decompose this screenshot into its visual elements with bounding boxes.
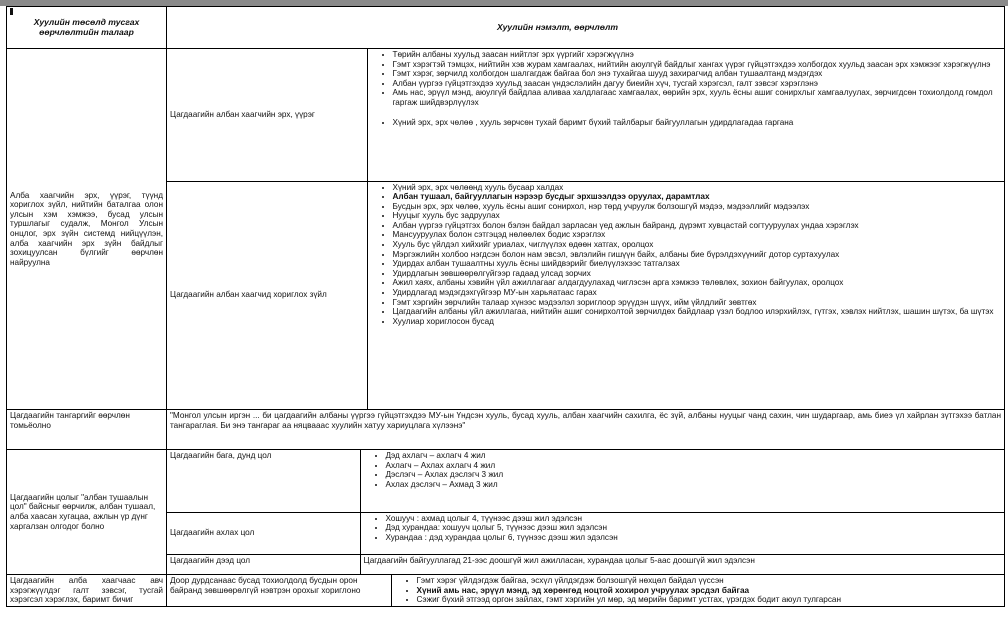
list-item: • Төрийн албаны хуульд заасан нийтлэг эрх үүргийг хэрэгжүүлнэ: [393, 50, 1002, 60]
list-item: • Албан тушаал, байгууллагын нэрээр бусдыг эрхшээлдээ оруулах, дарамтлах: [393, 192, 1002, 202]
subrow-junior-rank-label: Цагдаагийн бага, дунд цол: [167, 450, 360, 512]
list-item: • Гэмт хэрэг, зөрчилд холбогдон шалгагдаж байгаа бол энэ тухайгаа шууд захирагчид албан тушаалтанд мэдэгдэх: [393, 69, 1002, 79]
row-ranks-topic: Цагдаагийн цолыг "албан тушаалын цол" байсныг өөрчилж, албан тушаал, алба хаасан хугацаа, ажлын үр дүнг харгалзан олгодог болно: [7, 450, 167, 575]
subrow-junior-rank-content: [360, 450, 1004, 512]
subrow-entry-content: [391, 575, 1004, 606]
list-item: • Мэргэжлийн холбоо нэгдсэн болон нам эвсэл, эвлэлийн гишүүн байх, албаны бие бүрэлдэхүүнийг дотор суртахуулах: [393, 250, 1002, 260]
list-item: • Ажил хаях, албаны хэвийн үйл ажиллагааг алдагдуулахад чиглэсэн арга хэмжээ төлөвлөх, зохион байгуулах, оролцох: [393, 278, 1002, 288]
subrow-senior-rank-content: [360, 512, 1004, 554]
list-item: • Хүний амь нас, эрүүл мэнд, эд хөрөнгөд ноцтой хохирол учруулах эрсдэл байгаа: [417, 586, 1002, 596]
list-item: • Гэмт хэргийн зөрчлийн талаар хүнээс мэдээлэл зориглоор эрүүдэн шүүх, ийм үйлдлийг зөвтгөх: [393, 298, 1002, 308]
amendment-table: [6, 6, 1005, 607]
list-item: • Дэслэгч – Ахлах дэслэгч 3 жил: [386, 470, 1002, 480]
row-rights-duties-topic: Алба хаагчийн эрх, үүрэг, түүнд хориглох зүйл, нийтийн баталгаа олон улсын хэм хэмжээ, бусад улсын туршлагыг судалж, Монгол Улсын онцлог, эрх зүйн системд нийцүүлэн, алба хаагчийн эрх зүйн байдлыг зохицуулсан бүлгийг өөрчлөн найруулна: [7, 49, 167, 410]
row-oath: [7, 410, 1005, 450]
row-ranks: [7, 450, 1005, 575]
row-rights-duties: [7, 49, 1005, 410]
list-item: • Албан үүргээ гүйцэтгэх болон бэлэн байдал зарласан үед ажлын байранд, дүрэмт хувцастай согтууруулах ундаа хэрэглэх: [393, 221, 1002, 231]
subrow-top-rank-content: Цагдаагийн байгууллагад 21-ээс доошгүй жил ажилласан, хурандаа цолыг 5-аас доошгүй жил эдэлсэн: [360, 554, 1004, 574]
subrow-senior-rank-label: Цагдаагийн ахлах цол: [167, 512, 360, 554]
list-item: • Мансууруулах болон сэтгэцэд нөлөөлөх бодис хэрэглэх: [393, 230, 1002, 240]
list-item: • Сэжиг бүхий этгээд оргон зайлах, гэмт хэргийн ул мөр, эд мөрийн баримт устгах, үрэгдэх бодит аюул тулгарсан: [417, 595, 1002, 605]
rights-list: [371, 50, 1002, 127]
subrow-prohibitions-content: [367, 181, 1004, 409]
header-cell-amendment: Хуулийн нэмэлт, өөрчлөлт: [167, 7, 1005, 49]
list-item: • Хуулиар хориглосон бусад: [393, 317, 1002, 327]
row-oath-topic: Цагдаагийн тангаргийг өөрчлөн томьёолно: [7, 410, 167, 450]
list-item: • Гэмт хэрэг үйлдэгдэж байгаа, эсхүл үйлдэгдэж болзошгүй нөхцөл байдал үүссэн: [417, 576, 1002, 586]
list-item: • Хурандаа : дэд хурандаа цолыг 6, түүнээс дээш жил эдэлсэн: [386, 533, 1002, 543]
list-item: • Гэмт хэрэгтэй тэмцэх, нийтийн хэв журам хамгаалах, нийтийн аюулгүй байдлыг хангах үүрэг гүйцэтгэхдээ холбогдох хуульд заасан эрх хэмжээг хэрэгжүүлнэ: [393, 60, 1002, 70]
subrow-prohibitions-label: Цагдаагийн албан хаагчид хориглох зүйл: [167, 181, 367, 409]
row-entry: [7, 575, 1005, 607]
list-item: • Дэд хурандаа: хошууч цолыг 5, түүнээс дээш жил эдэлсэн: [386, 523, 1002, 533]
row-entry-topic: Цагдаагийн алба хаагчаас авч хэрэгжүүлдэг галт зэвсэг, тусгай хэрэгсэл хэрэглэх, баримт бичиг: [7, 575, 167, 607]
header-cell-topic: Хуулийн төсөлд тусгах өөрчлөлтийн талаар: [7, 7, 167, 49]
junior-rank-list: [364, 451, 1002, 489]
subrow-rights-content: [367, 49, 1004, 181]
list-item: • Удирдах албан тушаалтны хууль ёсны шийдвэрийг биелүүлэхээс татгалзах: [393, 259, 1002, 269]
subrow-rights-label: Цагдаагийн албан хаагчийн эрх, үүрэг: [167, 49, 367, 181]
list-item: • Хошууч : ахмад цолыг 4, түүнээс дээш жил эдэлсэн: [386, 514, 1002, 524]
list-item: • Ахлах дэслэгч – Ахмад 3 жил: [386, 480, 1002, 490]
row-oath-content: "Монгол улсын иргэн ... би цагдаагийн албаны үүргээ гүйцэтгэхдээ МУ-ын Үндсэн хууль, бусад хууль, албан хаагчийн сахилга, ёс зүй, албаны нууцыг чанд сахин, чин шударгаар, амь биеэ үл хайрлан зүтгэхээ батлан тангараглая. Би энэ тангараг аа няцвааас хуулийн хатуу хариуцлага хүлээнэ": [167, 410, 1005, 450]
list-item: • Бусдын эрх, эрх чөлөө, хууль ёсны ашиг сонирхол, нэр төрд учруулж болзошгүй мэдээ, мэдээллийг мэдээлэх: [393, 202, 1002, 212]
subrow-entry-label: Доор дурдсанаас бусад тохиолдолд бусдын орон байранд зөвшөөрөлгүй нэвтрэн орохыг хориглоно: [167, 575, 391, 606]
prohibitions-list: [371, 183, 1002, 327]
list-item: • Нууцыг хууль бус задруулах: [393, 211, 1002, 221]
list-item: • Дэд ахлагч – ахлагч 4 жил: [386, 451, 1002, 461]
list-item: • Удирдлагад мэдэгдэхгүйгээр МУ-ын харьяатаас гарах: [393, 288, 1002, 298]
list-item: • Удирдлагын зөвшөөрөлгүйгээр гадаад улсад зорчих: [393, 269, 1002, 279]
list-item: • Хүний эрх, эрх чөлөөнд хууль бусаар халдах: [393, 183, 1002, 193]
list-item: • Ахлагч – Ахлах ахлагч 4 жил: [386, 461, 1002, 471]
subrow-top-rank-label: Цагдаагийн дээд цол: [167, 554, 360, 574]
header-row: [7, 7, 1005, 49]
senior-rank-list: [364, 514, 1002, 543]
list-item: • Хүний эрх, эрх чөлөө , хууль зөрчсөн тухай баримт бүхий тайлбарыг байгууллагын удирдлагадаа гаргана: [393, 118, 1002, 128]
list-item: • Амь нас, эрүүл мэнд, аюулгүй байдлаа аливаа халдлагаас хамгаалах, өөрийн эрх, хууль ёсны ашиг сонирхлыг хамгаалуулах, зөрчигдсөн тохиолдолд гомдол гаргаж шийдвэрлүүлэх: [393, 88, 1002, 107]
list-item: • Албан үүргээ гүйцэтгэхдээ хуульд заасан үндэслэлийн дагуу биеийн хүч, тусгай хэрэгсэл, галт зэвсэг хэрэглэнэ: [393, 79, 1002, 89]
list-item: • Цагдаагийн албаны үйл ажиллагаа, нийтийн ашиг сонирхолтой зөрчилдөх байдлаар үзэл бодлоо илэрхийлэх, гүтгэх, хэвлэх нийтлэх, шашин шүтэх, ба шүтэх: [393, 307, 1002, 317]
list-item: • Хууль бус үйлдэл хийхийг уриалах, чиглүүлэх өдөөн хатгах, оролцох: [393, 240, 1002, 250]
entry-list: [395, 576, 1002, 605]
